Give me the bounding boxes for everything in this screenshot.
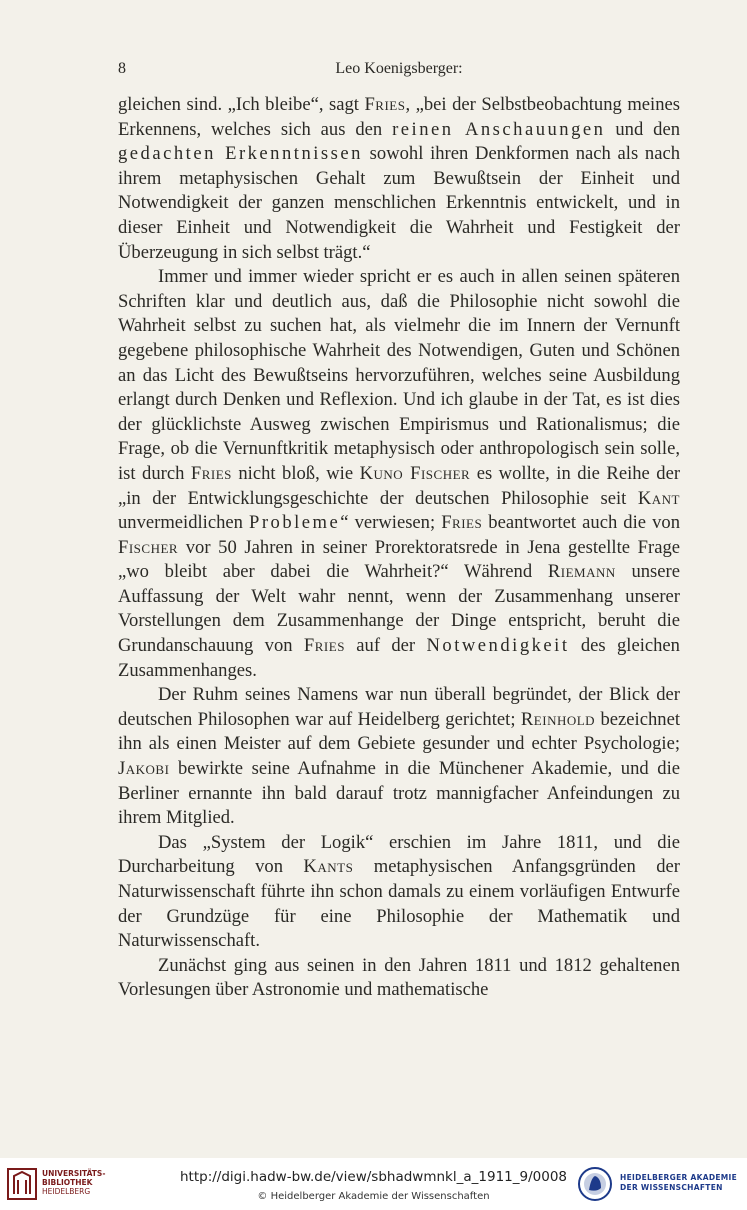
paragraph-5: Zunächst ging aus seinen in den Jahren 1811 und 1812 gehaltenen Vorlesungen über Astronomie und mathematische [118, 954, 680, 1001]
academy-seal-icon [577, 1166, 613, 1202]
body-text [118, 93, 680, 1003]
name-jakobi: Jakobi [118, 758, 170, 780]
digitization-footer [0, 1158, 747, 1210]
name-reinhold: Reinhold [520, 708, 596, 730]
name-fries: Fries [441, 512, 483, 534]
name-fries: Fries [190, 462, 232, 484]
paragraph-2: Immer und immer wieder spricht er es auch in allen seinen späteren Schriften klar und deutlich aus, daß die Philosophie nicht sowohl die Wahrheit selbst zu suchen hat, als vielmehr die im Innern der Vernunft gegebene philosophische Wahrheit des Notwendigen, Guten und Schönen an das Licht des Bewußtseins hervorzuführen, welches seine Ausbildung erlangt durch Denken und Reflexion. Und ich glaube in der Tat, es ist dies der glücklichste Ausweg zwischen Empirismus und Rationalismus; die Frage, ob die Vernunftkritik metaphysisch oder anthropologisch sein solle, ist durch Fries nicht bloß, wie Kuno Fischer es wollte, in die Reihe der „in der Entwicklungsgeschichte der deutschen Philosophie seit Kant unvermeidlichen Probleme“ verwiesen; Fries beantwortet auch die von Fischer vor 50 Jahren in seiner Prorektoratsrede in Jena gestellte Frage „wo bleibt aber dabei die Wahrheit?“ Während Riemann unsere Auffassung der Welt wahr nennt, wenn der Zusammenhang unserer Vorstellungen dem Zusammenhange der Dinge entspricht, beruht die Grundanschauung von Fries auf der Notwendigkeit des gleichen Zusammenhanges. [118, 266, 681, 681]
running-head: Leo Koenigsberger: [335, 60, 463, 77]
paragraph-3: Der Ruhm seines Namens war nun überall begründet, der Blick der deutschen Philosophen war auf Heidelberg gerichtet; Reinhold bezeichnet ihn als einen Meister auf dem Gebiete gesunder und echter Psychologie; Jakobi bewirkte seine Aufnahme in die Münchener Akademie, und die Berliner ernannte ihn bald darauf trotz mannigfacher Anfeindungen zu ihrem Mitglied. [118, 684, 680, 829]
paragraph-4: Das „System der Logik“ erschien im Jahre 1811, und die Durcharbeitung von Kants metaphysischen Anfangsgründen der Naturwissenschaft führte ihn schon damals zu einem vorläufigen Entwurfe der Grundzüge für eine Philosophie der Mathematik und Naturwissenschaft. [118, 831, 680, 952]
permalink-url[interactable]: http://digi.hadw-bw.de/view/sbhadwmnkl_a_1911_9/0008 [179, 1169, 567, 1185]
name-kants: Kants [303, 856, 354, 878]
copyright-notice: © Heidelberger Akademie der Wissenschaften [257, 1191, 490, 1202]
name-riemann: Riemann [547, 561, 616, 583]
spaced-notwendigkeit: Notwendigkeit [426, 635, 570, 657]
name-kant: Kant [637, 487, 680, 509]
paragraph-1: gleichen sind. „Ich bleibe“, sagt Fries, „bei der Selbstbeobachtung meines Erkennens, welches sich aus den reinen Anschauungen und den gedachten Erkenntnissen sowohl ihren Denkformen nach als nach ihrem metaphysischen Gehalt zum Bewußtsein der Einheit und Notwendigkeit der ganzen menschlichen Erkenntnis entwickelt, und in dieser Einheit und Notwendigkeit die Wahrheit und Festigkeit der Überzeugung in sich selbst trägt.“ [118, 94, 681, 263]
spaced-reinen-anschauungen: reinen Anschauungen [392, 118, 606, 140]
name-fries: Fries [303, 635, 345, 657]
page-number: 8 [118, 60, 126, 77]
academy-name: HEIDELBERGER AKADEMIE DER WISSENSCHAFTEN [620, 1173, 738, 1192]
name-fries: Fries [364, 94, 406, 115]
spaced-probleme: Probleme [249, 512, 341, 534]
spaced-gedachten-erkenntnissen: gedachten Erkenntnissen [118, 143, 363, 165]
university-library-name: UNIVERSITÄTS- BIBLIOTHEK HEIDELBERG [42, 1169, 106, 1196]
name-kuno-fischer: Kuno Fischer [359, 462, 471, 484]
name-fischer: Fischer [118, 536, 179, 558]
